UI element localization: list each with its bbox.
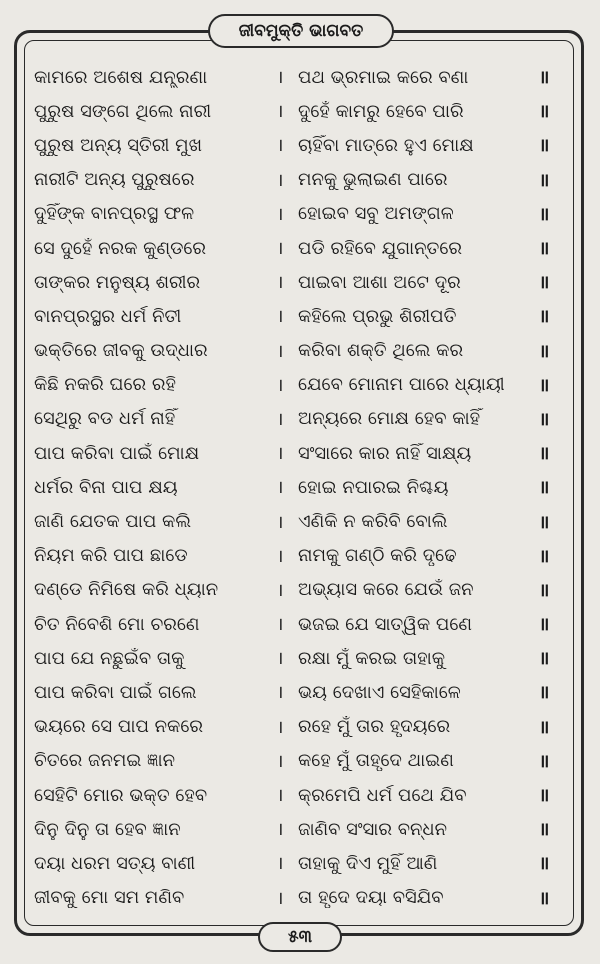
verse-second-half: ମନକୁ ଭୁଲାଇଣ ପାରେ	[298, 169, 448, 191]
verse-row	[34, 299, 564, 333]
verse-row	[34, 641, 564, 675]
verse-end-marker: ॥	[538, 408, 550, 430]
verse-second-half: ତା ହୃଦେ ଦୟା ବସିଯିବ	[298, 887, 444, 909]
verse-row	[34, 846, 564, 880]
verse-row	[34, 675, 564, 709]
verse-row	[34, 881, 564, 915]
half-verse-separator: ।	[276, 648, 284, 670]
verse-first-half: ଚିତ ନିବେଶି ମୋ ଚରଣେ	[34, 613, 200, 635]
half-verse-separator: ।	[276, 682, 284, 704]
verse-second-half: ହୋଇ ନପାରଇ ନିଶ୍ଚୟ	[298, 476, 449, 498]
verse-second-half: ନାମକୁ ଗଣ୍ଠି କରି ଦୃଢେ	[298, 545, 457, 567]
verse-end-marker: ॥	[538, 785, 550, 807]
verse-first-half: ପାପ ଯେ ନଛୁଇଁବ ତାକୁ	[34, 647, 185, 669]
verse-first-half: ଜାଣି ଯେତକ ପାପ କଲି	[34, 511, 192, 533]
verse-second-half: ଜାଣିବ ସଂସାର ବନ୍ଧନ	[298, 818, 447, 840]
verse-end-marker: ॥	[538, 135, 550, 157]
verse-end-marker: ॥	[538, 67, 550, 89]
verse-first-half: ଦିନୁ ଦିନୁ ତା ହେବ ଜ୍ଞାନ	[34, 818, 181, 840]
half-verse-separator: ।	[276, 340, 284, 362]
verse-row	[34, 128, 564, 162]
verse-first-half: ବାନପ୍ରସ୍ଥର ଧର୍ମ ନିତୀ	[34, 305, 182, 327]
verse-second-half: ରହେ ମୁଁ ତାର ହୃଦୟରେ	[298, 716, 451, 738]
verse-second-half: ସଂସାରେ କାର ନାହିଁ ସାକ୍ଷ୍ୟ	[298, 442, 472, 464]
verse-row	[34, 436, 564, 470]
half-verse-separator: ।	[276, 67, 284, 89]
verse-second-half: କହେ ମୁଁ ତାହୃଦେ ଥାଇଣ	[298, 750, 454, 772]
page-number-text: ୫୩	[288, 927, 312, 947]
verse-row	[34, 573, 564, 607]
verse-row	[34, 265, 564, 299]
verse-first-half: ଚିତରେ ଜନମଇ ଜ୍ଞାନ	[34, 750, 176, 772]
verse-second-half: ଚାହିଁବା ମାତ୍ରେ ହୁଏ ମୋକ୍ଷ	[298, 134, 474, 156]
verse-second-half: ଏଣିକି ନ କରିବି ବୋଲି	[298, 511, 448, 533]
verse-first-half: ଦୁହିଁଙ୍କ ବାନପ୍ରସ୍ଥ ଫଳ	[34, 203, 195, 225]
verse-end-marker: ॥	[538, 374, 550, 396]
half-verse-separator: ।	[276, 545, 284, 567]
half-verse-separator: ।	[276, 750, 284, 772]
verse-second-half: ଭୟ ଦେଖାଏ ସେହିକାଳେ	[298, 681, 461, 703]
half-verse-separator: ।	[276, 306, 284, 328]
half-verse-separator: ।	[276, 374, 284, 396]
verse-row	[34, 402, 564, 436]
half-verse-separator: ।	[276, 716, 284, 738]
verse-first-half: ନିୟମ କରି ପାପ ଛାଡେ	[34, 545, 188, 567]
verse-first-half: ପୁରୁଷ ଅନ୍ୟ ସ୍ତିରୀ ମୁଖ	[34, 134, 203, 156]
verse-end-marker: ॥	[538, 682, 550, 704]
page-title	[208, 14, 394, 48]
verse-first-half: ତାଙ୍କର ମନୁଷ୍ୟ ଶରୀର	[34, 271, 201, 293]
verse-first-half: କାମରେ ଅଶେଷ ଯନ୍ତ୍ରଣା	[34, 66, 208, 88]
verse-row	[34, 94, 564, 128]
verse-second-half: ଭଜଇ ଯେ ସାତ୍ୱିକ ପଣେ	[298, 613, 472, 635]
verse-end-marker: ॥	[538, 579, 550, 601]
verse-row	[34, 778, 564, 812]
verse-row	[34, 334, 564, 368]
verse-row	[34, 470, 564, 504]
verse-row	[34, 710, 564, 744]
verse-first-half: ଜୀବକୁ ମୋ ସମ ମଣିବ	[34, 887, 185, 909]
verse-end-marker: ॥	[538, 716, 550, 738]
verse-row	[34, 744, 564, 778]
half-verse-separator: ।	[276, 238, 284, 260]
verse-second-half: କରିବା ଶକ୍ତି ଥିଲେ କର	[298, 340, 464, 362]
verse-end-marker: ॥	[538, 648, 550, 670]
page-number	[258, 922, 342, 952]
verse-second-half: କ୍ରମେପି ଧର୍ମ ପଥେ ଯିବ	[298, 784, 467, 806]
verse-end-marker: ॥	[538, 272, 550, 294]
verse-list	[34, 60, 564, 915]
half-verse-separator: ।	[276, 101, 284, 123]
half-verse-separator: ।	[276, 203, 284, 225]
verse-row	[34, 60, 564, 94]
verse-end-marker: ॥	[538, 887, 550, 909]
verse-second-half: ପଥ ଭ୍ରମାଇ କରେ ବଣା	[298, 66, 469, 88]
verse-end-marker: ॥	[538, 819, 550, 841]
verse-end-marker: ॥	[538, 306, 550, 328]
verse-second-half: ଅନ୍ୟରେ ମୋକ୍ଷ ହେବ କାହିଁ	[298, 408, 481, 430]
verse-first-half: ପାପ କରିବା ପାଇଁ ମୋକ୍ଷ	[34, 442, 200, 464]
half-verse-separator: ।	[276, 408, 284, 430]
verse-first-half: ପାପ କରିବା ପାଇଁ ଗଲେ	[34, 681, 197, 703]
half-verse-separator: ।	[276, 614, 284, 636]
verse-first-half: ନାରୀଟି ଅନ୍ୟ ପୁରୁଷରେ	[34, 169, 195, 191]
verse-end-marker: ॥	[538, 545, 550, 567]
title-text: ଜୀବମୁକ୍ତି ଭାଗବତ	[238, 21, 364, 41]
half-verse-separator: ।	[276, 477, 284, 499]
verse-first-half: ସେଥିରୁ ବଡ ଧର୍ମ ନାହିଁ	[34, 408, 176, 430]
verse-first-half: କିଛି ନକରି ଘରେ ରହି	[34, 374, 176, 396]
half-verse-separator: ।	[276, 819, 284, 841]
verse-second-half: ଅଭ୍ୟାସ କରେ ଯେଉଁ ଜନ	[298, 579, 474, 601]
verse-first-half: ସେ ଦୁହେଁ ନରକ କୁଣ୍ଡରେ	[34, 237, 207, 259]
verse-first-half: ଧର୍ମର ବିନା ପାପ କ୍ଷୟ	[34, 476, 178, 498]
verse-second-half: ପାଇବା ଆଶା ଅଟେ ଦୂର	[298, 271, 461, 293]
verse-second-half: ତାହାକୁ ଦିଏ ମୁହିଁ ଆଣି	[298, 852, 438, 874]
verse-row	[34, 504, 564, 538]
half-verse-separator: ।	[276, 443, 284, 465]
verse-second-half: କହିଲେ ପ୍ରଭୁ ଶିରୀପତି	[298, 305, 457, 327]
verse-second-half: ଦୁହେଁ କାମରୁ ହେବେ ପାରି	[298, 100, 464, 122]
half-verse-separator: ।	[276, 887, 284, 909]
verse-row	[34, 539, 564, 573]
half-verse-separator: ।	[276, 785, 284, 807]
verse-first-half: ଦୟା ଧରମ ସତ୍ୟ ବାଣୀ	[34, 852, 196, 874]
verse-second-half: ପଡି ରହିବେ ଯୁଗାନ୍ତରେ	[298, 237, 463, 259]
verse-end-marker: ॥	[538, 614, 550, 636]
verse-first-half: ଭୟରେ ସେ ପାପ ନକରେ	[34, 716, 203, 738]
verse-end-marker: ॥	[538, 443, 550, 465]
verse-row	[34, 197, 564, 231]
verse-row	[34, 812, 564, 846]
half-verse-separator: ।	[276, 579, 284, 601]
verse-second-half: ହୋଇବ ସବୁ ଅମଙ୍ଗଳ	[298, 203, 454, 225]
verse-row	[34, 607, 564, 641]
verse-end-marker: ॥	[538, 169, 550, 191]
verse-row	[34, 231, 564, 265]
verse-end-marker: ॥	[538, 203, 550, 225]
verse-end-marker: ॥	[538, 340, 550, 362]
verse-end-marker: ॥	[538, 750, 550, 772]
half-verse-separator: ।	[276, 511, 284, 533]
verse-first-half: ଭକ୍ତିରେ ଜୀବକୁ ଉଦ୍ଧାର	[34, 340, 208, 362]
verse-first-half: ପୁରୁଷ ସଙ୍ଗେ ଥିଲେ ନାରୀ	[34, 100, 212, 122]
verse-second-half: ରକ୍ଷା ମୁଁ କରଇ ତାହାକୁ	[298, 647, 446, 669]
verse-row	[34, 163, 564, 197]
half-verse-separator: ।	[276, 853, 284, 875]
verse-end-marker: ॥	[538, 238, 550, 260]
verse-row	[34, 368, 564, 402]
verse-end-marker: ॥	[538, 101, 550, 123]
half-verse-separator: ।	[276, 135, 284, 157]
verse-end-marker: ॥	[538, 853, 550, 875]
verse-first-half: ଦଣ୍ଡେ ନିମିଷେ କରି ଧ୍ୟାନ	[34, 579, 219, 601]
verse-second-half: ଯେବେ ମୋନାମ ପାରେ ଧ୍ୟାୟୀ	[298, 374, 505, 396]
verse-first-half: ସେହିଟି ମୋର ଭକ୍ତ ହେବ	[34, 784, 208, 806]
verse-end-marker: ॥	[538, 511, 550, 533]
verse-end-marker: ॥	[538, 477, 550, 499]
half-verse-separator: ।	[276, 169, 284, 191]
half-verse-separator: ।	[276, 272, 284, 294]
